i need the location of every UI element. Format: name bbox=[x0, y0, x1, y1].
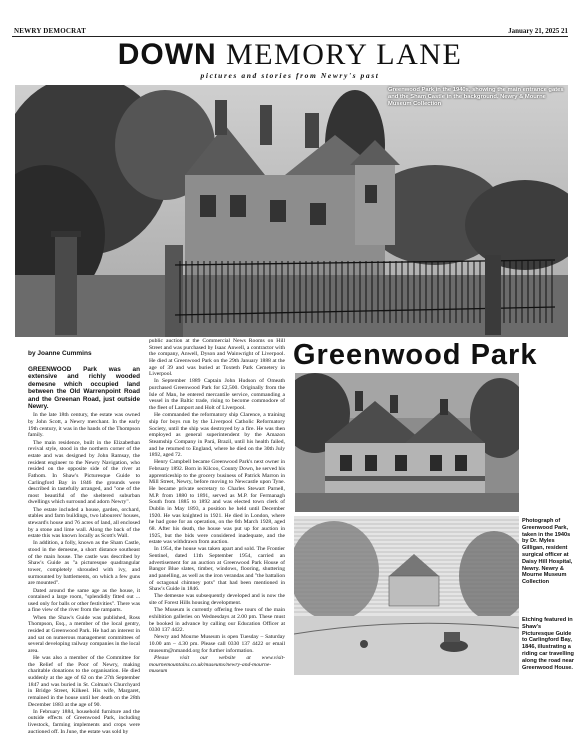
article-paragraph: In the late 18th century, the estate was owned by John Scott, a Newry merchant. In the early 19th century, it was in the hands of the Thompson family. bbox=[28, 412, 140, 439]
house-photo bbox=[295, 373, 519, 512]
top-photo bbox=[15, 85, 568, 337]
article-paragraph: Newry and Mourne Museum is open Tuesday – Saturday 10.00 am – 4.30 pm. Please call 0330 137 4422 or email museum@nmandd.org for further information. bbox=[149, 634, 285, 654]
byline: by Joanne Cummins bbox=[28, 350, 92, 357]
publication-name: NEWRY DEMOCRAT bbox=[14, 27, 86, 35]
article-column-2 bbox=[149, 338, 285, 675]
article-paragraph: In February 1884, household furniture and the outside effects of Greenwood Park, including livestock, farming implements and crops were auctioned off. In June, the estate was sold by bbox=[28, 708, 140, 735]
article-paragraph: In September 1889 Captain John Hudson of Omeath purchased Greenwood Park for £2,500. Originally from the Isle of Man, he entered mercantile service, commanding a vessel in the Baltic trade, rising to become commodore of the fleet of Lamport and Holt of Liverpool. bbox=[149, 378, 285, 412]
article-column-1 bbox=[28, 366, 140, 736]
article-paragraph: The main residence, built in the Elizabethan revival style, stood in the northern corner of the estate and was designed by John Ramsay, the resident engineer to the Newry Navigation, who resided on the opposite side of the river at Fathom. In Shaw's Picturesque Guide to Carlingford Bay in 1846 the grounds were described in tastefully arranged, and "one of the most beautiful of the sheltered suburban dwellings which surround and adorn Newry". bbox=[28, 439, 140, 506]
masthead-subtitle: pictures and stories from Newry's past bbox=[200, 71, 380, 80]
article-paragraph: The estate included a house, garden, orchard, stables and farm buildings, two labourers' houses, steward's house and 76 acres of land, all enclosed by a stone and lime wall. Along the back of the estate this was known locally as Scott's Wall. bbox=[28, 506, 140, 540]
house-photo-caption: Photograph of Greenwood Park, taken in the 1940s by Dr. Myles Gilligan, resident surgical officer at Daisy Hill Hospital, Newry. Newry & Mourne Museum Collection bbox=[522, 518, 573, 586]
article-paragraph: public auction at the Commercial News Rooms on Hill Street and was purchased by Isaac Anwell, a contractor with the company, Anwell, Dyson and Wainwright of Liverpool. He died at Greenwood Park on the 29th January 1888 at the age of 39 and was buried at Toxteth Park Cemetery in Liverpool. bbox=[149, 338, 285, 378]
article-paragraph: He commanded the reformatory ship Clarence, a training ship for boys run by the Liverpool Catholic Reformatory Society, until the ship was destroyed by a fire. He was then employed as general superintendent by the Amazon Steamship Company in Pará, Brazil, until his health failed, and he returned to England, where he died on the 30th July 1892, aged 72. bbox=[149, 412, 285, 459]
article-paragraph: The demesne was subsequently developed and is now the site of Forest Hills housing development. bbox=[149, 593, 285, 607]
article-paragraph: In addition, a folly, known as the Sham Castle, stood in the demesne, a short distance southeast of the main house. The castle was described by Shaw's Guide as "a picturesque quadrangular tower, completely shrouded with ivy, and surmounted by battlements, on which a few guns are mounted". bbox=[28, 540, 140, 587]
article-paragraph: Henry Campbell became Greenwood Park's next owner in February 1892. Born in Kilcoo, County Down, he served his apprenticeship to the grocery business of Patrick Marron in Mill Street, Newry, before moving to Newcastle upon Tyne. He became private secretary to Charles Stewart Parnell, M.P. from 1880 to 1891, served as M.P. for Fermanagh South from 1885 to 1892 and was elected town clerk of Dublin in May 1893, a position he held until December 1920. He was knighted in 1921. He died in London, where he had gone for an operation, on the 6th March 1928, aged 68. After his death, the house was put up for auction in 1925, but the bids were considered inadequate, and the estate was withdrawn from auction. bbox=[149, 459, 285, 546]
masthead-rule bbox=[12, 36, 568, 37]
date-page-number: January 21, 2025 21 bbox=[508, 27, 568, 35]
article-headline: Greenwood Park bbox=[293, 339, 538, 371]
masthead-title-part2: MEMORY LANE bbox=[226, 38, 463, 71]
article-lead: GREENWOOD Park was an extensive and richly wooded demesne which occupied land between the Old Warrenpoint Road and the Greenan Road, just outside Newry. bbox=[28, 366, 140, 411]
top-photo-caption: Greenwood Park in the 1940s, showing the main entrance gates and the Sham Castle in the background. Newry & Mourne Museum Collection bbox=[388, 87, 564, 107]
article-paragraph: When the Shaw's Guide was published, Ross Thompson, Esq., a member of the local gentry, resided at Greenwood Park. He had an interest in and sat on numerous management committees of several developing railway companies in the local area. bbox=[28, 614, 140, 654]
top-photo-graphic bbox=[15, 85, 568, 337]
article-paragraph: Dated around the same age as the house, it contained a large room, "splendidly fitted out ... used only for balls or other festivities". There was a fine view of the river from the ramparts. bbox=[28, 587, 140, 614]
etching-caption: Etching featured in Shaw's Picturesque Guide to Carlingford Bay, 1846, illustrating a riding car travelling along the road near Greenwood House. bbox=[522, 617, 574, 671]
etching-graphic bbox=[294, 516, 519, 675]
article-paragraph: In 1954, the house was taken apart and sold. The Frontier Sentinel, dated 11th September 1954, carried an advertisement for an auction at Greenwood Park House of Bangor Blue slates, timber, windows, flooring, shuttering and panelling, as well as the iron verandas and "the battalion of octagonal chimney pots" that had been mentioned in Shaw's Guide in 1846. bbox=[149, 546, 285, 593]
article-paragraph: Please visit our website at www.visit-mournemountains.co.uk/museums/newry-and-mourne-museum bbox=[149, 654, 285, 675]
masthead-title bbox=[0, 38, 580, 72]
article-paragraph: He was also a member of the Committee for the Relief of the Poor of Newry, making charitable donations to the organisation. He died suddenly at the age of 62 on the 27th September 1847 and was buried in St. Colman's Churchyard in Bridge Street, Kilkeel. His wife, Margaret, remained in the house until her death on the 28th December 1883 at the age of 90. bbox=[28, 655, 140, 708]
etching-image bbox=[294, 516, 519, 675]
house-photo-graphic bbox=[295, 373, 519, 512]
article-paragraph: The Museum is currently offering free tours of the main exhibition galleries on Wednesdays at 2.00 pm. These must be booked in advance by calling our Education Officer at 0330 137 4422. bbox=[149, 607, 285, 634]
masthead-title-part1: DOWN bbox=[117, 38, 217, 71]
